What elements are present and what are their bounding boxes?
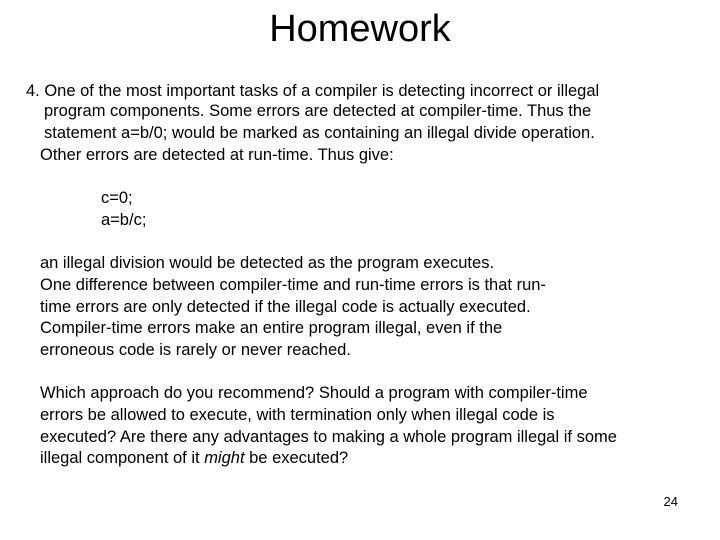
code-line: c=0; <box>101 189 133 207</box>
text-line: executed? Are there any advantages to making a whole program illegal if some <box>40 428 617 446</box>
text-span: be executed? <box>244 449 349 467</box>
text-line: erroneous code is rarely or never reached. <box>40 341 351 359</box>
emphasis-text: might <box>204 449 245 467</box>
text-line: time errors are only detected if the illegal code is actually executed. <box>40 298 531 316</box>
text-span: illegal component of it <box>40 449 205 467</box>
text-line: Other errors are detected at run-time. Thus give: <box>40 146 394 164</box>
page-number: 24 <box>663 494 678 509</box>
text-line: 4. One of the most important tasks of a compiler is detecting incorrect or illegal <box>26 82 600 100</box>
code-line: a=b/c; <box>101 211 147 229</box>
text-line <box>40 448 348 468</box>
text-line: Compiler-time errors make an entire program illegal, even if the <box>40 319 503 337</box>
text-line: an illegal division would be detected as the program executes. <box>40 254 495 272</box>
text-line: One difference between compiler-time and run-time errors is that run- <box>40 276 546 294</box>
text-line: statement a=b/0; would be marked as containing an illegal divide operation. <box>44 124 595 142</box>
text-line: Which approach do you recommend? Should a program with compiler-time <box>40 384 588 402</box>
text-line: program components. Some errors are detected at compiler-time. Thus the <box>44 102 592 120</box>
text-line: errors be allowed to execute, with termination only when illegal code is <box>40 406 555 424</box>
slide-title: Homework <box>269 8 451 50</box>
